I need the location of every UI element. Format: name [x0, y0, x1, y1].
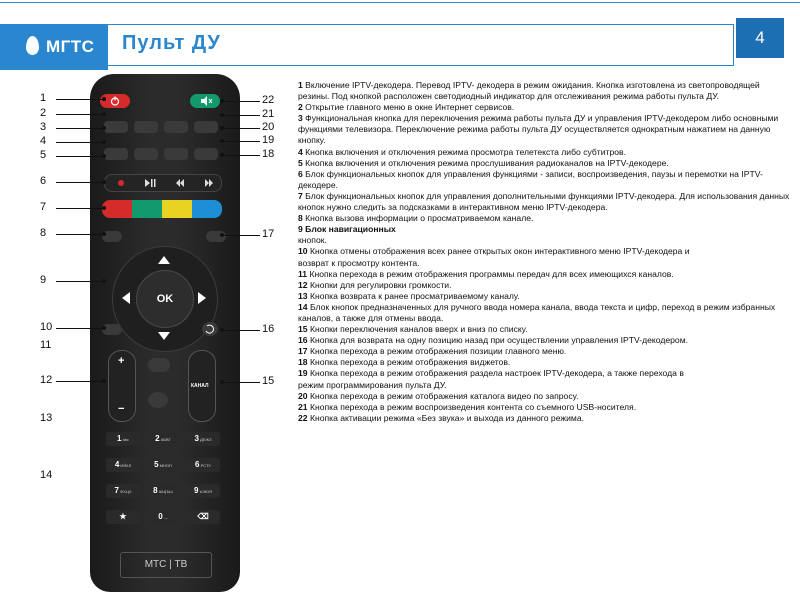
- callout-dot: [102, 279, 106, 283]
- callout-leader: [222, 101, 260, 102]
- callout-leader: [222, 128, 260, 129]
- vod-button: [164, 148, 188, 160]
- callout-dot: [220, 113, 224, 117]
- numpad-letters: АБВГ: [159, 437, 171, 442]
- description-number: 14: [298, 301, 308, 312]
- callout-left-1: 1: [40, 92, 47, 104]
- down-arrow-icon: [158, 332, 170, 340]
- blue-button: [192, 200, 222, 218]
- settings-button: [194, 121, 218, 133]
- description-text: Открытие главного меню в окне Интернет сервисов.: [302, 102, 515, 113]
- numpad-key: [106, 484, 140, 498]
- epg-button: [148, 358, 170, 372]
- callout-dot: [220, 380, 224, 384]
- color-buttons: [102, 200, 222, 218]
- description-text: Кнопка включения и отключения режима просмотра телетекста либо субтитров.: [302, 146, 626, 157]
- numpad-digit: 0: [158, 512, 163, 521]
- logo-text: МГТС: [46, 37, 95, 56]
- playback-icons: [105, 175, 221, 191]
- red-button: [102, 200, 132, 218]
- title-bar: [108, 24, 734, 66]
- description-number: 7: [298, 190, 303, 201]
- numpad-digit: 7: [114, 486, 119, 495]
- description-item: [298, 224, 790, 235]
- widgets-button: [194, 148, 218, 160]
- description-number: 12: [298, 279, 308, 290]
- callout-dot: [220, 99, 224, 103]
- numpad-digit: ★: [119, 512, 127, 521]
- internet-button: [134, 121, 158, 133]
- callout-right-15: 15: [262, 375, 275, 387]
- numpad-key: [186, 458, 220, 472]
- description-number: 22: [298, 412, 308, 423]
- description-list: [298, 80, 790, 424]
- description-text: Кнопка перехода в режим отображения каталога видео по запросу.: [307, 390, 579, 401]
- description-item: [298, 324, 790, 335]
- description-item: [298, 380, 790, 391]
- numpad-letters: ФХЦЧ: [119, 489, 132, 494]
- description-item: [298, 191, 790, 213]
- numpad-digit: 1: [116, 434, 122, 443]
- description-text: Кнопка перехода в режим воспроизведения контента со съемного USB-носителя.: [307, 401, 637, 412]
- callout-dot: [102, 206, 106, 210]
- callout-left-12: 12: [40, 374, 53, 386]
- description-number: 18: [298, 357, 308, 368]
- description-text: Блок функциональных кнопок для управления функциями - записи, воспроизведения, паузы и перемотки на IPTV-декодере.: [298, 168, 763, 190]
- description-text: Кнопка отмены отображения всех ранее открытых окон интерактивного меню IPTV-декодера и: [307, 246, 690, 257]
- callout-right-21: 21: [262, 108, 275, 120]
- description-number: 8: [298, 213, 303, 224]
- numpad-letters: ИЙКЛ: [119, 463, 132, 468]
- channel-label: КАНАЛ: [191, 383, 209, 389]
- description-text: Кнопка перехода в режим отображения раздела настроек IPTV-декодера, а также перехода в: [307, 368, 684, 379]
- description-text: Кнопка вызова информации о просматриваемом канале.: [302, 213, 534, 224]
- description-item: [298, 280, 790, 291]
- numpad-key: [106, 432, 140, 446]
- callout-left-11: 11: [40, 339, 52, 351]
- description-number: 16: [298, 335, 308, 346]
- numpad-digit: 3: [194, 434, 199, 443]
- numpad-key: [106, 510, 140, 524]
- numpad-key: [186, 510, 220, 524]
- callout-leader: [222, 141, 260, 142]
- callout-left-14: 14: [40, 469, 53, 481]
- callout-leader: [56, 208, 104, 209]
- description-text: возврат к просмотру контента.: [298, 257, 420, 268]
- numpad-key: [146, 432, 180, 446]
- callout-dot: [102, 140, 106, 144]
- page-title: Пульт ДУ: [122, 32, 221, 54]
- callout-dot: [102, 326, 106, 330]
- callout-leader: [56, 156, 104, 157]
- callout-right-18: 18: [262, 148, 275, 160]
- numpad-digit: 5: [154, 460, 159, 469]
- iptv-tv-button: [104, 121, 128, 133]
- numpad-key: [186, 484, 220, 498]
- up-arrow-icon: [158, 256, 170, 264]
- callout-left-7: 7: [40, 201, 47, 213]
- description-item: [298, 402, 790, 413]
- description-number: 11: [298, 268, 308, 279]
- numpad-digit: 4: [114, 460, 120, 469]
- numpad-digit: 9: [194, 486, 199, 495]
- numpad-key: [146, 484, 180, 498]
- numpad-letters: ДЕЖЗ: [198, 437, 212, 442]
- description-item: [298, 302, 790, 324]
- callout-dot: [102, 97, 106, 101]
- description-text: Кнопка активации режима «Без звука» и выхода из данного режима.: [307, 412, 585, 423]
- description-text: Блок кнопок предназначенных для ручного ввода номера канала, ввода текста и цифр, переход в режим избранных каналов, а также для отмены ввода.: [298, 301, 776, 323]
- description-text: Кнопка перехода в режим отображения программы передач для всех имеющихся каналов.: [307, 268, 674, 279]
- yellow-button: [162, 200, 192, 218]
- teletext-button: [134, 148, 158, 160]
- back-button: [202, 322, 218, 336]
- callout-leader: [222, 382, 260, 383]
- left-arrow-icon: [122, 292, 130, 304]
- callout-dot: [102, 126, 106, 130]
- description-item: [298, 335, 790, 346]
- radio-button: [104, 148, 128, 160]
- description-number: 2: [298, 102, 303, 113]
- description-number: 21: [298, 401, 308, 412]
- numpad-key: [146, 510, 180, 524]
- numpad-letters: ШЩЪЫ: [157, 489, 173, 494]
- callout-leader: [56, 99, 104, 100]
- description-text: Кнопка возврата к ранее просматриваемому каналу.: [307, 290, 520, 301]
- callout-leader: [56, 114, 104, 115]
- description-item: [298, 235, 790, 246]
- vol-minus: −: [118, 403, 125, 415]
- egg-logo-icon: [26, 36, 39, 55]
- channel-rocker: [188, 350, 216, 422]
- callout-leader: [222, 330, 260, 331]
- description-number: 6: [298, 168, 303, 179]
- description-item: [298, 357, 790, 368]
- description-text: Кнопки переключения каналов вверх и вниз по списку.: [307, 324, 528, 335]
- remote-brand: МТС | ТВ: [120, 552, 212, 578]
- callout-left-9: 9: [40, 274, 47, 286]
- callout-leader: [56, 182, 104, 183]
- callout-right-22: 22: [262, 94, 275, 106]
- callout-left-13: 13: [40, 412, 53, 424]
- numpad-digit: ⌫: [197, 512, 209, 521]
- numpad-letters: МНОП: [158, 463, 172, 468]
- callout-left-10: 10: [40, 321, 53, 333]
- description-number: 4: [298, 146, 303, 157]
- callout-dot: [102, 154, 106, 158]
- right-arrow-icon: [198, 292, 206, 304]
- description-text: Кнопка для возврата на одну позицию назад при осуществлении управления IPTV-декодером.: [307, 335, 688, 346]
- description-item: [298, 102, 790, 113]
- callout-leader: [222, 235, 260, 236]
- callout-leader: [56, 381, 104, 382]
- description-number: 5: [298, 157, 303, 168]
- mute-icon: [190, 94, 220, 108]
- callout-right-20: 20: [262, 121, 275, 133]
- description-item: [298, 246, 790, 257]
- callout-left-2: 2: [40, 107, 47, 119]
- volume-rocker: [108, 350, 136, 422]
- description-number: 19: [298, 368, 308, 379]
- description-text: Блок функциональных кнопок для управления дополнительными функциями IPTV-декодера. Для использования данных кнопок нужно следить за подсказками в интерактивном меню IPTV-декодера.: [298, 190, 790, 213]
- description-number: 17: [298, 346, 308, 357]
- page-number: 4: [736, 18, 784, 58]
- description-item: [298, 147, 790, 158]
- numpad-letters: РСТУ: [199, 463, 211, 468]
- description-text: Включение IPTV-декодера. Перевод IPTV- декодера в режим ожидания. Кнопка изготовлена из светопроводящей резины. Под кнопкой расположен светодиодный индикатор для отслеживания режима работы пульта ДУ.: [298, 80, 760, 102]
- description-text: Функциональная кнопка для переключения режима работы пульта ДУ и управления IPTV-декодером либо основными функциями телевизора. Переключение режима работы пульта ДУ осуществляется однократным нажатием на данную кнопку.: [298, 113, 779, 146]
- numpad-key: [146, 458, 180, 472]
- callout-dot: [102, 112, 106, 116]
- numpad-key: [106, 458, 140, 472]
- description-number: 10: [298, 246, 308, 257]
- description-number: 15: [298, 324, 308, 335]
- mute-button: [190, 94, 220, 108]
- description-number: 20: [298, 390, 308, 401]
- callout-leader: [56, 281, 104, 282]
- description-item: [298, 213, 790, 224]
- description-text: кнопок.: [298, 235, 327, 246]
- description-item: [298, 169, 790, 191]
- description-item: [298, 80, 790, 102]
- description-item: [298, 113, 790, 146]
- description-number: 9: [298, 224, 303, 235]
- numpad-letters: abc: [121, 437, 129, 442]
- top-rule: [0, 2, 800, 3]
- numpad-key: [186, 432, 220, 446]
- description-item: [298, 258, 790, 269]
- callout-right-16: 16: [262, 323, 275, 335]
- description-text: Кнопка включения и отключения режима прослушивания радиоканалов на IPTV-декодере.: [302, 157, 669, 168]
- slide-header: [0, 18, 800, 74]
- last-channel-button: [148, 392, 168, 408]
- callout-leader: [56, 234, 104, 235]
- description-item: [298, 158, 790, 169]
- mgts-logo: [0, 24, 108, 70]
- callout-dot: [220, 126, 224, 130]
- description-item: [298, 291, 790, 302]
- callout-dot: [220, 233, 224, 237]
- callout-left-3: 3: [40, 121, 47, 133]
- callout-dot: [102, 232, 106, 236]
- media-button: [164, 121, 188, 133]
- description-number: 1: [298, 80, 303, 90]
- callout-right-17: 17: [262, 228, 275, 240]
- back-arrow-icon: [202, 322, 218, 336]
- description-item: [298, 346, 790, 357]
- callout-dot: [102, 180, 106, 184]
- description-text: Кнопка перехода в режим отображения виджетов.: [307, 357, 511, 368]
- callout-dot: [220, 153, 224, 157]
- callout-left-6: 6: [40, 175, 47, 187]
- callout-right-19: 19: [262, 134, 275, 146]
- ok-button: OK: [136, 270, 194, 328]
- green-button: [132, 200, 162, 218]
- callout-leader: [222, 115, 260, 116]
- description-text: Блок навигационных: [302, 224, 396, 235]
- description-text: Кнопка перехода в режим отображения позиции главного меню.: [307, 346, 567, 357]
- description-text: режим программирования пульта ДУ.: [298, 379, 447, 390]
- callout-leader: [56, 328, 104, 329]
- description-number: 3: [298, 113, 303, 124]
- callout-left-8: 8: [40, 227, 47, 239]
- playback-bar: [104, 174, 222, 192]
- callout-dot: [220, 328, 224, 332]
- callout-dot: [102, 379, 106, 383]
- callout-leader: [56, 142, 104, 143]
- callout-dot: [220, 139, 224, 143]
- numpad-letters: ЬЭЮЯ: [198, 489, 212, 494]
- numpad-letters: —: [162, 515, 168, 520]
- vol-plus: +: [118, 355, 125, 367]
- description-item: [298, 413, 790, 424]
- remote-control-image: [90, 74, 240, 592]
- description-item: [298, 368, 790, 379]
- callout-leader: [56, 128, 104, 129]
- callout-left-5: 5: [40, 149, 47, 161]
- numpad-digit: 8: [153, 486, 158, 495]
- numpad-digit: 6: [195, 460, 200, 469]
- description-item: [298, 391, 790, 402]
- numpad-digit: 2: [155, 434, 160, 443]
- callout-left-4: 4: [40, 135, 47, 147]
- description-number: 13: [298, 290, 308, 301]
- description-text: Кнопки для регулировки громкости.: [307, 279, 452, 290]
- callout-leader: [222, 155, 260, 156]
- description-item: [298, 269, 790, 280]
